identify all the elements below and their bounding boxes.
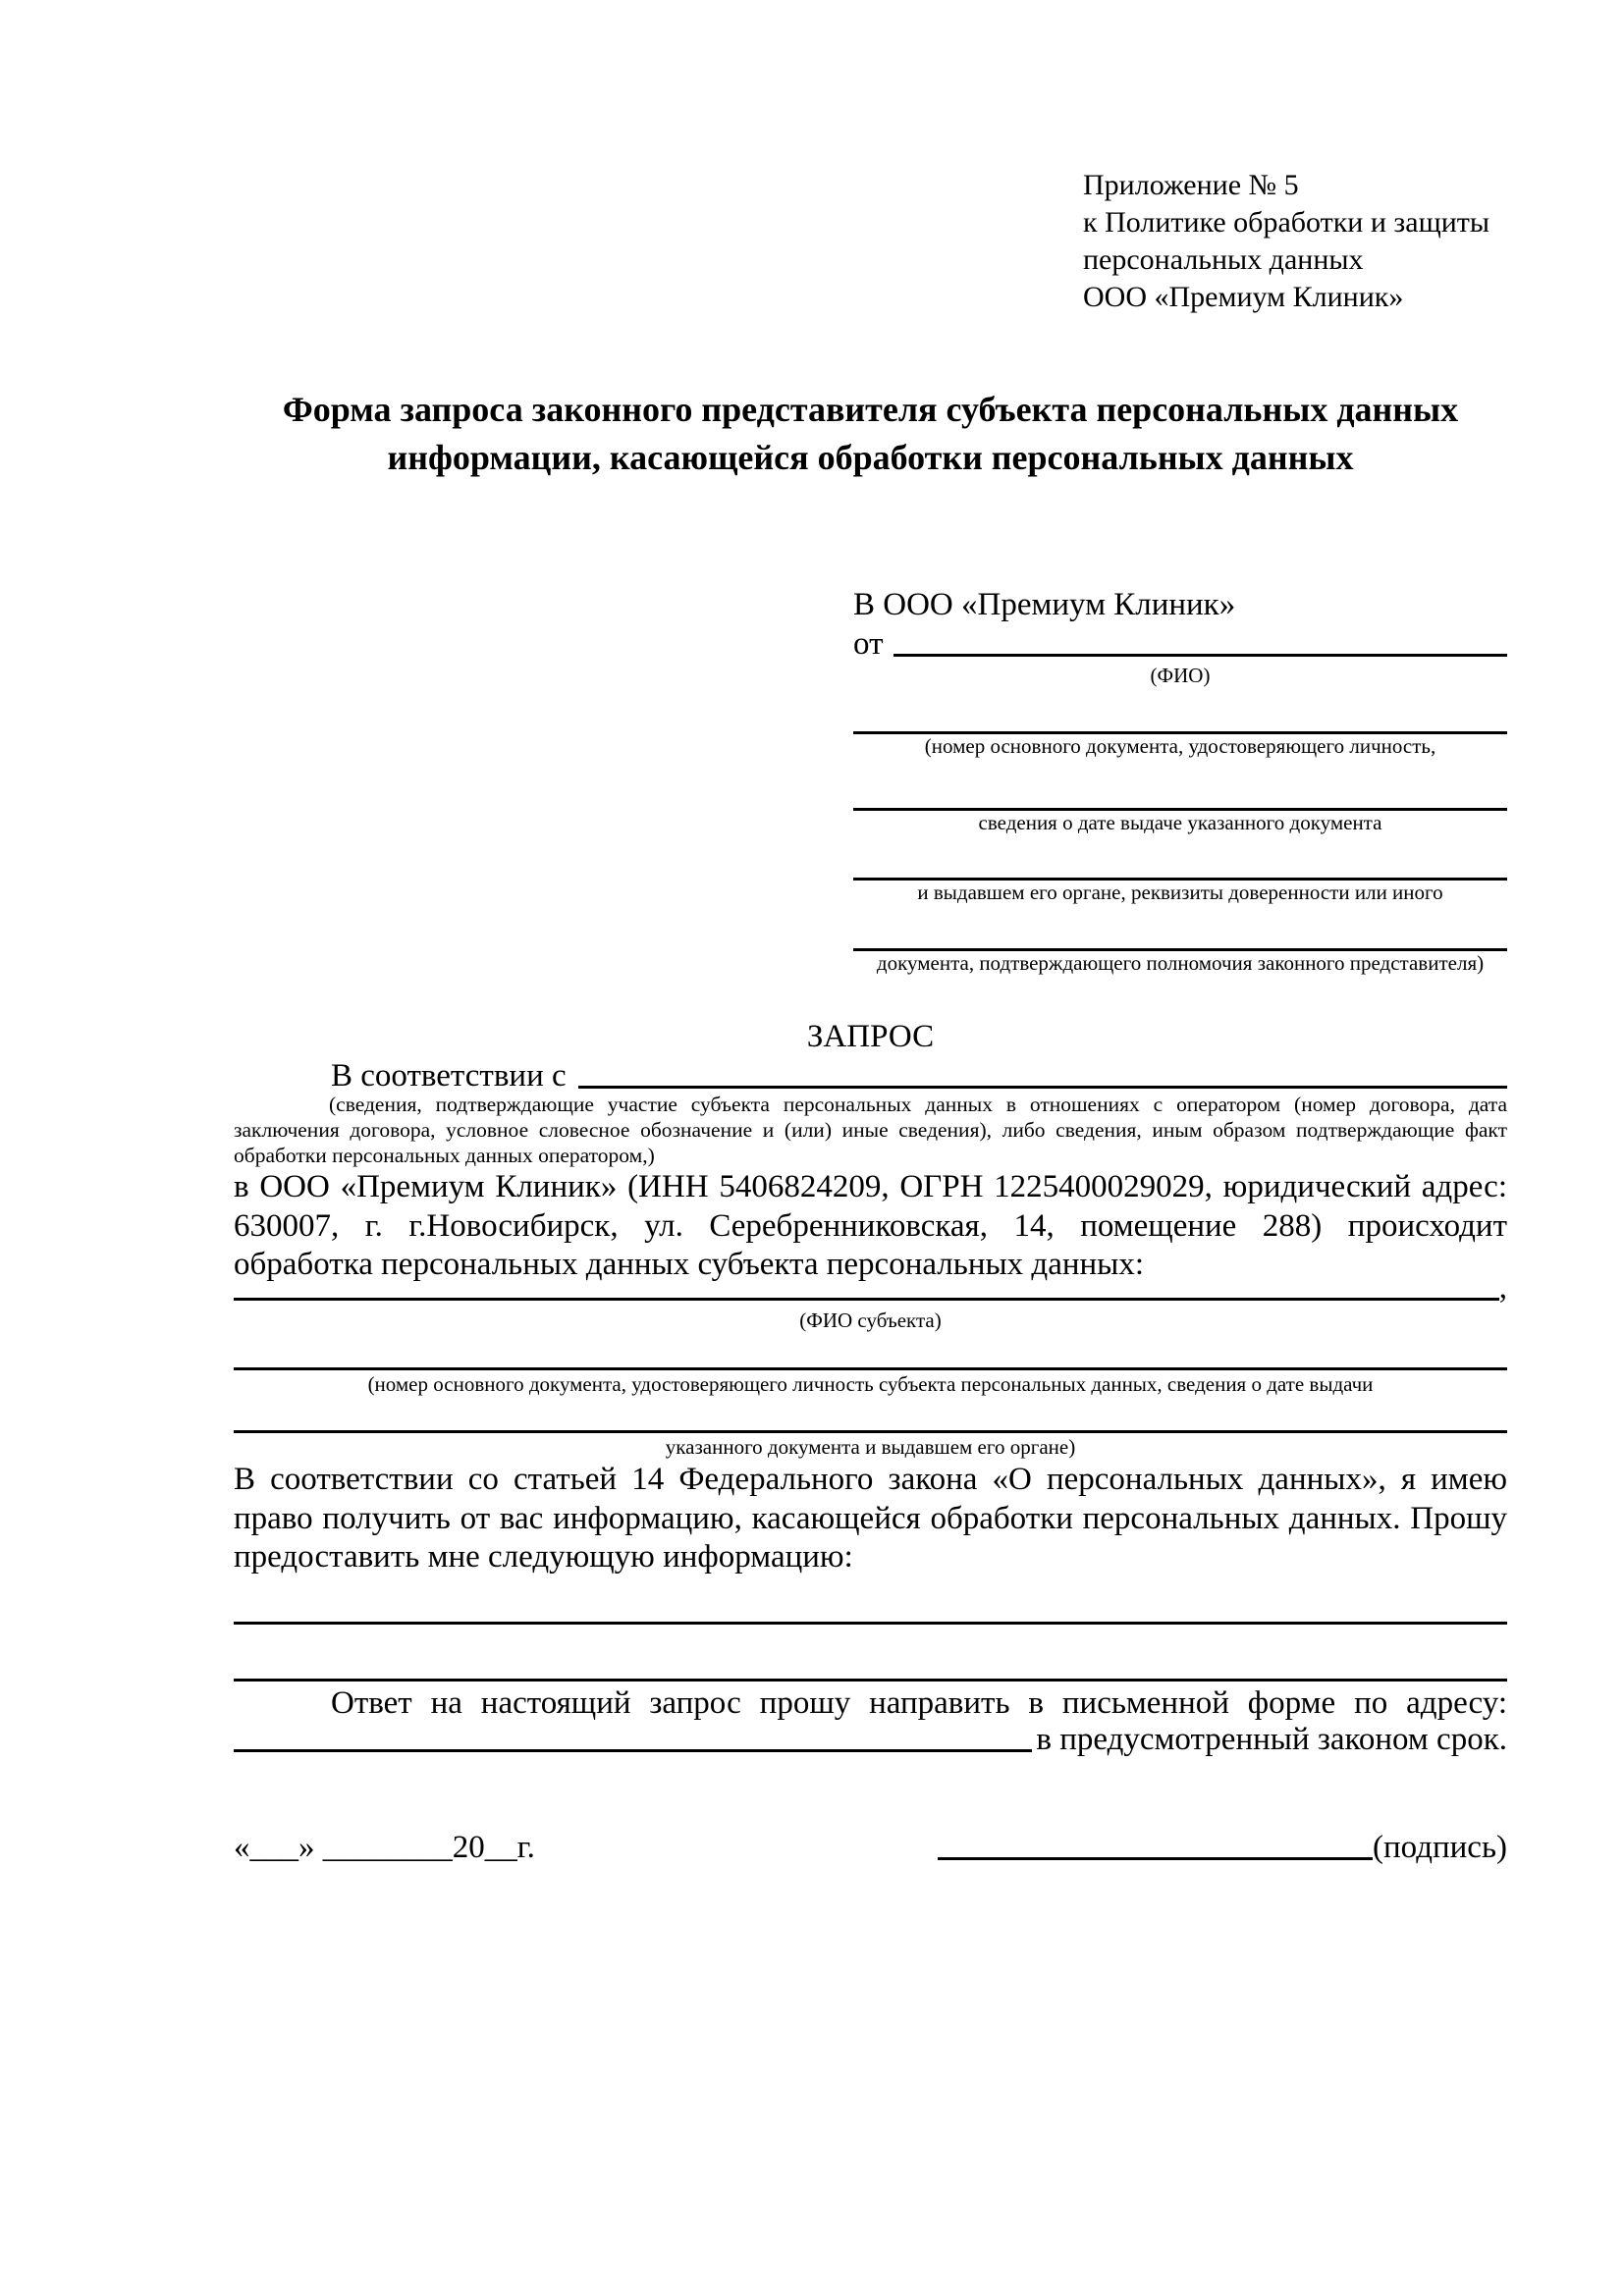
- basis-label: В соответствии с: [331, 1058, 567, 1094]
- annex-line: к Политике обработки и защиты: [1083, 206, 1490, 239]
- form-title: Форма запроса законного представителя субъекта персональных данных информации, касающейся обработки персональных данных: [282, 390, 1459, 477]
- subject-fio-row: [234, 1268, 1507, 1308]
- subject-doc-caption-2: указанного документа и выдавшем его органе): [665, 1435, 1076, 1459]
- reply-address-row: [234, 1720, 1507, 1759]
- addressee-block: [853, 585, 1507, 976]
- basis-field[interactable]: [578, 1086, 1507, 1089]
- signature-field[interactable]: [938, 1857, 1373, 1860]
- signature-row: [938, 1828, 1507, 1867]
- reply-suffix: в предусмотренный законом срок.: [1036, 1722, 1507, 1757]
- info-blank-field-2[interactable]: [234, 1646, 1507, 1682]
- reply-paragraph: Ответ на настоящий запрос прошу направить в письменной форме по адресу:: [331, 1685, 1507, 1721]
- doc-caption-3: и выдавшем его органе, реквизиты доверенности или иного: [917, 881, 1443, 904]
- subject-fio-field[interactable]: [234, 1298, 1499, 1301]
- annex-line: Приложение № 5: [1083, 169, 1299, 201]
- operator-paragraph: в ООО «Премиум Клиник» (ИНН 5406824209, ОГРН 1225400029029, юридический адрес: 630007, г. г.Новосибирск, ул. Серебренниковская, 14, помещение 288) происходит обработка персональных данных субъекта персональных данных:: [234, 1169, 1507, 1282]
- basis-caption: (сведения, подтверждающие участие субъекта персональных данных в отношениях с оператором (номер договора, дата заключения договора, условное словесное обозначение и (или) иные сведения), либо сведения, иным образом подтверждающие факт обработки персональных данных оператором,): [234, 1093, 1507, 1167]
- doc-caption-1: (номер основного документа, удостоверяющего личность,: [924, 734, 1436, 758]
- doc-caption-4: документа, подтверждающего полномочия законного представителя): [876, 951, 1485, 975]
- request-heading: ЗАПРОС: [806, 1019, 935, 1054]
- representative-doc-field-2[interactable]: [853, 759, 1507, 811]
- subject-doc-caption-1: (номер основного документа, удостоверяющего личность субъекта персональных данных, сведения о дате выдачи: [367, 1372, 1374, 1396]
- basis-row: [234, 1056, 1507, 1095]
- info-blank-field-1[interactable]: [234, 1589, 1507, 1625]
- subject-doc-field-2[interactable]: [234, 1398, 1507, 1433]
- addressee-organization: В ООО «Премиум Клиник»: [853, 587, 1236, 622]
- representative-doc-field-4[interactable]: [853, 905, 1507, 951]
- subject-fio-caption: (ФИО субъекта): [799, 1308, 942, 1332]
- rights-paragraph: В соответствии со статьей 14 Федерального закона «О персональных данных», я имею право получить от вас информацию, касающейся обработки персональных данных. Прошу предоставить мне следующую информацию:: [234, 1462, 1507, 1575]
- subject-doc-field-1[interactable]: [234, 1335, 1507, 1370]
- date-field[interactable]: «___» ________20__г.: [234, 1830, 535, 1865]
- reply-address-field[interactable]: [234, 1749, 1032, 1752]
- subject-line-comma: ,: [1498, 1270, 1507, 1306]
- from-row: [853, 624, 1507, 664]
- fio-caption: (ФИО): [1150, 664, 1211, 687]
- doc-caption-2: сведения о дате выдаче указанного документа: [978, 811, 1382, 834]
- representative-fio-field[interactable]: [893, 654, 1508, 657]
- representative-doc-field-3[interactable]: [853, 835, 1507, 881]
- annex-reference: [1083, 167, 1489, 316]
- signature-caption: (подпись): [1373, 1830, 1507, 1865]
- annex-line: персональных данных: [1083, 243, 1364, 276]
- representative-doc-field-1[interactable]: [853, 688, 1507, 734]
- annex-line: ООО «Премиум Клиник»: [1083, 281, 1404, 313]
- from-label: от: [853, 626, 884, 662]
